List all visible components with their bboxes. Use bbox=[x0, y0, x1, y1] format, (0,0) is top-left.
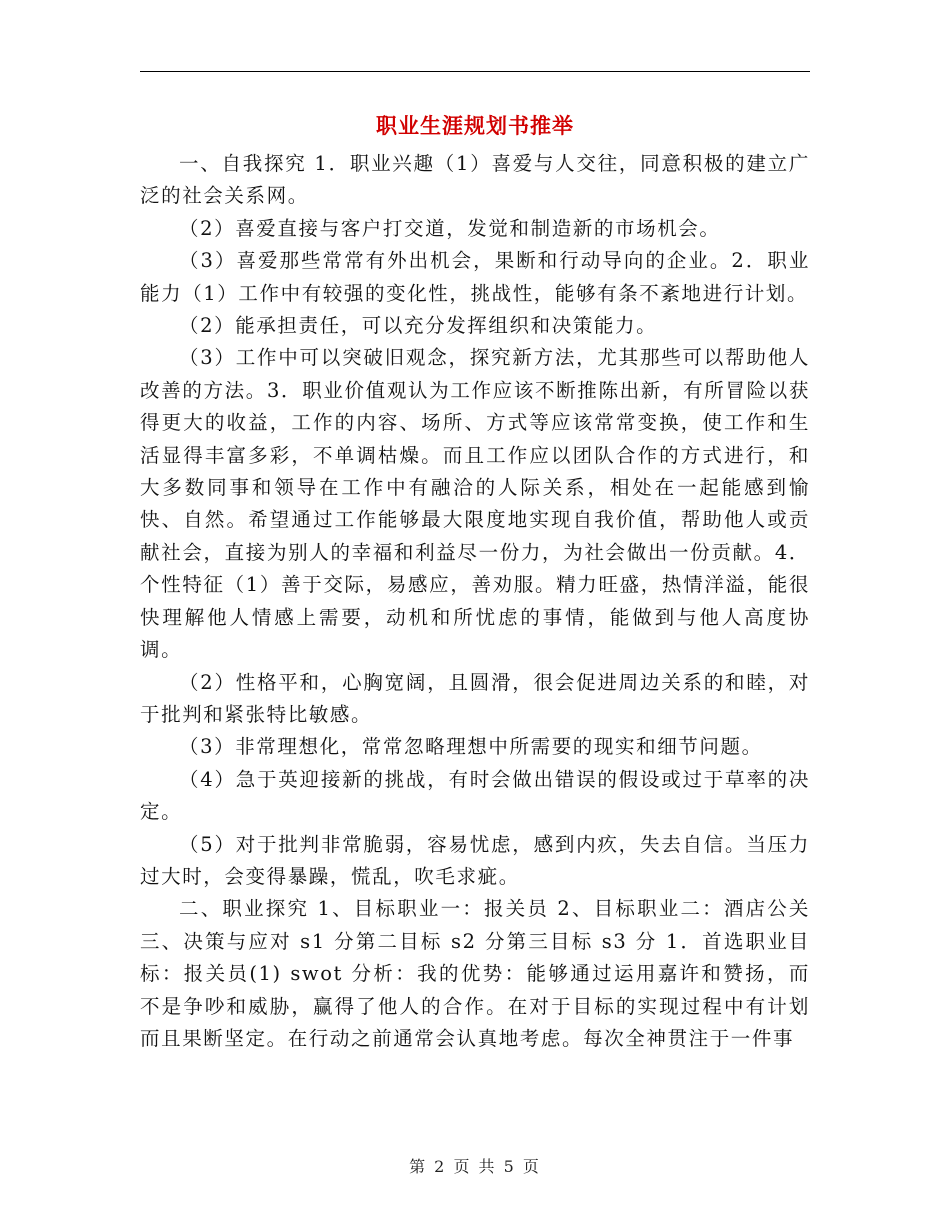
paragraph: （2）喜爱直接与客户打交道，发觉和制造新的市场机会。 bbox=[179, 216, 721, 240]
paragraph: 二、职业探究 1、目标职业一：报关员 2、目标职业二：酒店公关三、决策与应对 s1 分第二目标 s2 分第三目标 s3 分 1．首选职业目标：报关员(1) swot 分析：我的优势：能够通过运用嘉许和赞扬，而不是争吵和威胁，赢得了他人的合作。在对于目标的实现过程中有计划而且果断坚定。在行动之前通常会认真地考虑。每次全神贯注于一件事 bbox=[140, 897, 810, 1050]
paragraph: （5）对于批判非常脆弱，容易忧虑，感到内疚，失去自信。当压力过大时，会变得暴躁，慌乱，吹毛求疵。 bbox=[140, 832, 810, 888]
paragraph: （2）能承担责任，可以充分发挥组织和决策能力。 bbox=[179, 314, 658, 338]
paragraph: 一、自我探究 1．职业兴趣（1）喜爱与人交往，同意积极的建立广泛的社会关系网。 bbox=[140, 152, 810, 208]
paragraph: （3）工作中可以突破旧观念，探究新方法，尤其那些可以帮助他人改善的方法。3．职业价值观认为工作应该不断推陈出新，有所冒险以获得更大的收益，工作的内容、场所、方式等应该常常变换，使工作和生活显得丰富多彩，不单调枯燥。而且工作应以团队合作的方式进行，和大多数同事和领导在工作中有融洽的人际关系，相处在一起能感到愉快、自然。希望通过工作能够最大限度地实现自我价值，帮助他人或贡献社会，直接为别人的幸福和利益尽一份力，为社会做出一份贡献。4．个性特征（1）善于交际，易感应，善劝服。精力旺盛，热情洋溢，能很快理解他人情感上需要，动机和所忧虑的事情，能做到与他人高度协调。 bbox=[140, 346, 810, 662]
paragraph: （3）喜爱那些常常有外出机会，果断和行动导向的企业。2．职业能力（1）工作中有较强的变化性，挑战性，能够有条不紊地进行计划。 bbox=[140, 249, 810, 305]
paragraph: （4）急于英迎接新的挑战，有时会做出错误的假设或过于草率的决定。 bbox=[140, 767, 810, 824]
page-number: 第 2 页 共 5 页 bbox=[409, 1157, 541, 1176]
document-title: 职业生涯规划书推举 bbox=[376, 114, 574, 138]
paragraph: （3）非常理想化，常常忽略理想中所需要的现实和细节问题。 bbox=[179, 735, 763, 759]
header-rule bbox=[140, 71, 810, 72]
document-body bbox=[140, 148, 810, 1055]
paragraph: （2）性格平和，心胸宽阔，且圆滑，很会促进周边关系的和睦，对于批判和紧张特比敏感。 bbox=[140, 670, 810, 726]
